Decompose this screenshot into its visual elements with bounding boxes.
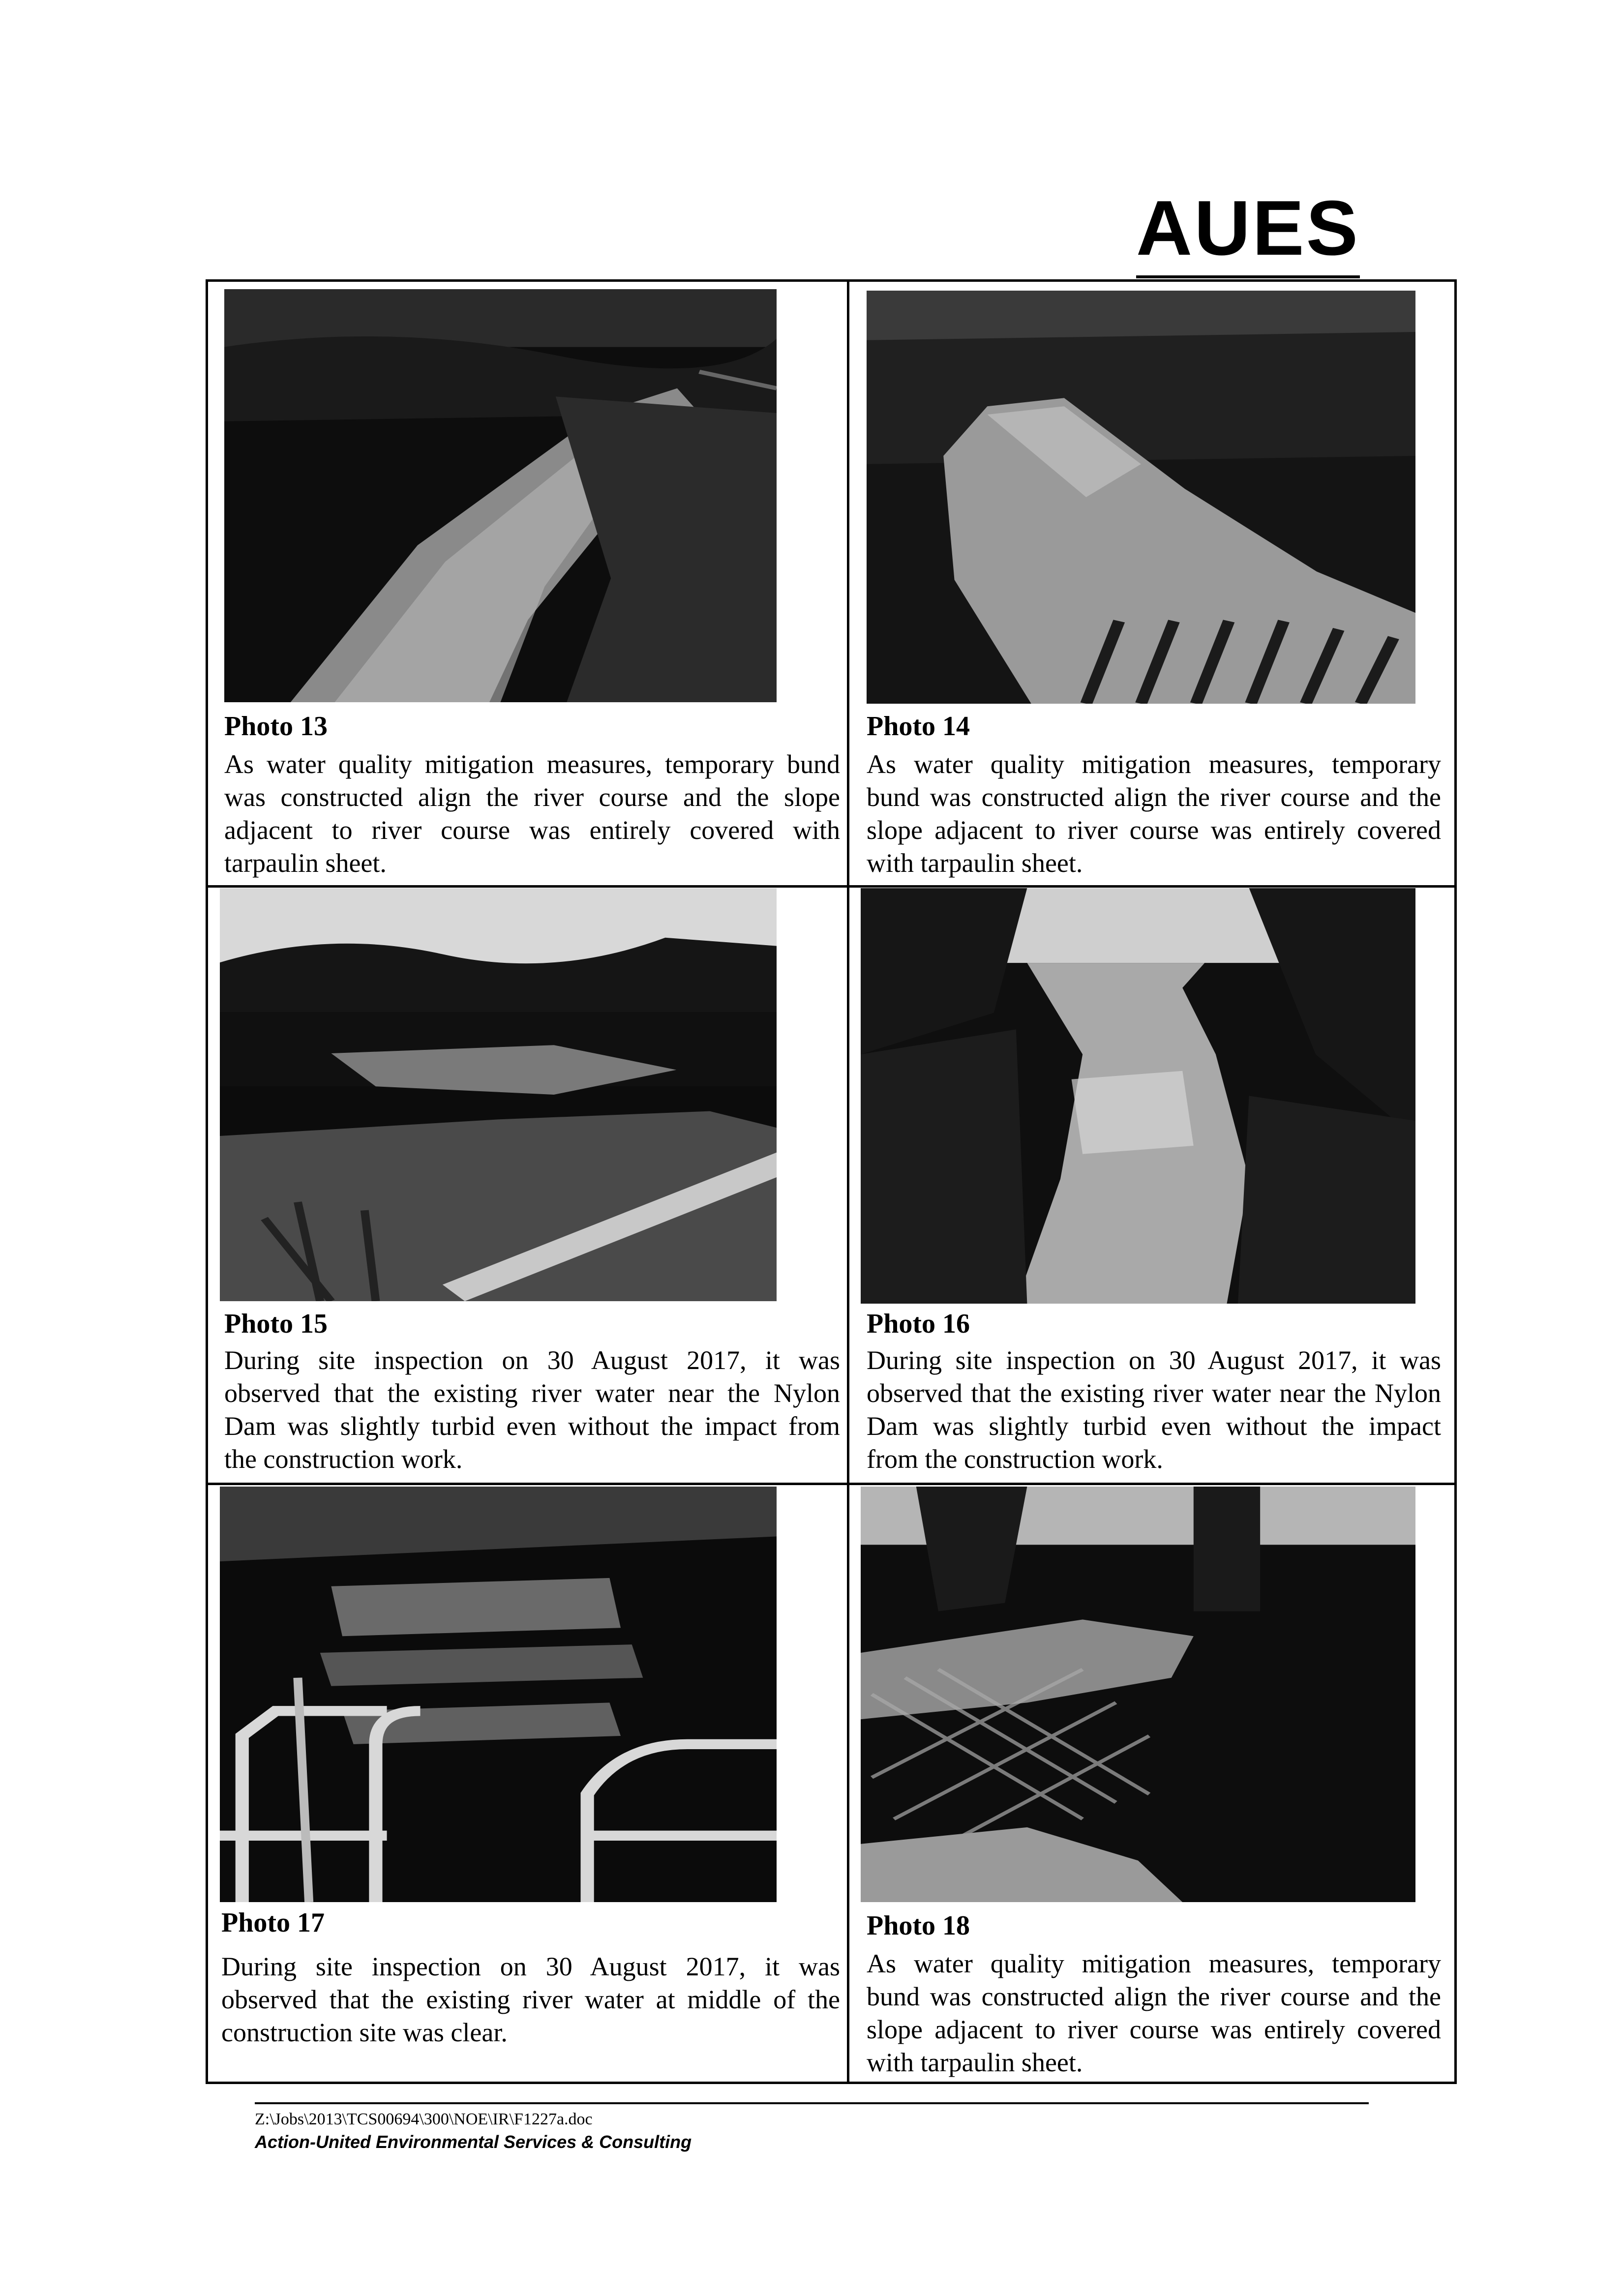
photo-18-image <box>861 1487 1415 1902</box>
footer-file-path: Z:\Jobs\2013\TCS00694\300\NOE\IR\F1227a.doc <box>255 2110 593 2128</box>
company-logo: AUES <box>1136 185 1360 271</box>
photo-15-label: Photo 15 <box>224 1309 328 1339</box>
footer-organization: Action-United Environmental Services & Consulting <box>255 2132 692 2152</box>
photo-13-caption: As water quality mitigation measures, temporary bund was constructed align the river course and the slope adjacent to river course was entirely covered with tarpaulin sheet. <box>224 749 840 878</box>
photo-18-caption: As water quality mitigation measures, temporary bund was constructed align the river course and the slope adjacent to river course was entirely covered with tarpaulin sheet. <box>867 1949 1441 2077</box>
table-column-divider <box>847 279 849 2084</box>
table-row-divider <box>206 1483 1457 1485</box>
photo-16-label: Photo 16 <box>867 1309 970 1339</box>
photo-17-image <box>220 1487 777 1902</box>
photo-14-caption: As water quality mitigation measures, temporary bund was constructed align the river course and the slope adjacent to river course was entirely covered with tarpaulin sheet. <box>867 749 1441 878</box>
photo-17-label: Photo 17 <box>221 1908 325 1938</box>
photo-17-caption: During site inspection on 30 August 2017, it was observed that the existing river water at middle of the construction site was clear. <box>221 1952 840 2047</box>
photo-14-label: Photo 14 <box>867 711 970 742</box>
photo-18-label: Photo 18 <box>867 1910 970 1941</box>
photo-15-image <box>220 888 777 1301</box>
photo-14-image <box>867 291 1415 704</box>
photo-13-image <box>224 289 777 702</box>
header-divider <box>1136 275 1360 278</box>
photo-16-caption: During site inspection on 30 August 2017, it was observed that the existing river water near the Nylon Dam was slightly turbid even without the impact from the construction work. <box>867 1345 1441 1474</box>
photo-16-image <box>861 888 1415 1304</box>
table-row-divider <box>206 885 1457 888</box>
photo-15-caption: During site inspection on 30 August 2017, it was observed that the existing river water near the Nylon Dam was slightly turbid even without the impact from the construction work. <box>224 1345 840 1474</box>
photo-13-label: Photo 13 <box>224 711 328 742</box>
footer-divider <box>255 2102 1369 2104</box>
